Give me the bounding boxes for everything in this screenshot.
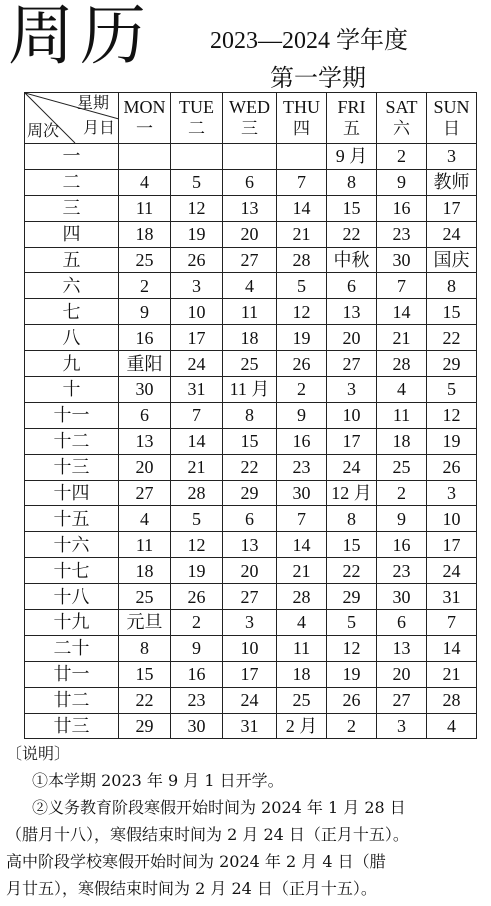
day-cell: 17 [171,325,223,351]
day-cell: 22 [327,558,377,584]
day-header-thu: THU 四 [277,93,327,144]
week-row [25,610,477,636]
day-cell: 重阳 [119,351,171,377]
day-cell: 14 [377,299,427,325]
day-cell: 29 [223,480,277,506]
day-cell: 16 [377,195,427,221]
day-cell: 19 [171,558,223,584]
day-cell: 29 [327,584,377,610]
day-cell: 23 [277,454,327,480]
day-cell: 11 月 [223,377,277,403]
day-cell: 23 [377,221,427,247]
day-cell: 26 [171,247,223,273]
day-cell: 16 [277,428,327,454]
day-cell: 17 [327,428,377,454]
day-cell: 4 [119,169,171,195]
day-cell: 2 月 [277,713,327,739]
day-cell: 26 [277,351,327,377]
day-cell: 21 [277,221,327,247]
week-row [25,713,477,739]
day-cell: 21 [377,325,427,351]
week-number: 一 [25,144,119,170]
week-number: 十九 [25,610,119,636]
day-header-wed: WED 三 [223,93,277,144]
day-cell: 28 [171,480,223,506]
day-cell: 24 [223,687,277,713]
note-item-2-line-2: （腊月十八），寒假结束时间为 2 月 24 日（正月十五）。 [6,825,409,844]
day-cell: 7 [377,273,427,299]
page-title: 周历 [8,0,152,74]
day-cell: 27 [327,351,377,377]
day-cell: 6 [327,273,377,299]
week-number: 五 [25,247,119,273]
day-cell: 3 [377,713,427,739]
day-cell: 31 [427,584,477,610]
day-cell: 30 [171,713,223,739]
school-year: 2023—2024 学年度 [210,28,408,54]
day-cell: 16 [377,532,427,558]
day-cell: 29 [119,713,171,739]
day-cell: 17 [223,661,277,687]
day-cell: 5 [171,169,223,195]
day-cell [277,144,327,170]
day-cell: 9 [377,506,427,532]
day-cell [119,144,171,170]
week-row [25,480,477,506]
week-row [25,635,477,661]
day-cell: 21 [171,454,223,480]
week-number: 十八 [25,584,119,610]
day-cell: 27 [377,687,427,713]
day-cell: 15 [327,195,377,221]
day-cell: 7 [427,610,477,636]
week-row [25,402,477,428]
day-cell: 22 [427,325,477,351]
notes-heading: 〔说明〕 [6,744,71,763]
day-cell: 15 [223,428,277,454]
day-cell: 16 [119,325,171,351]
day-cell: 2 [277,377,327,403]
day-cell: 13 [377,635,427,661]
day-cell: 27 [223,247,277,273]
week-row [25,558,477,584]
corner-label-xingqi: 星期 [77,93,110,112]
day-cell: 17 [427,195,477,221]
day-cell: 3 [327,377,377,403]
day-cell: 9 [377,169,427,195]
day-cell: 20 [377,661,427,687]
day-cell: 24 [427,558,477,584]
day-cell: 元旦 [119,610,171,636]
day-cell: 12 [427,402,477,428]
day-cell: 21 [427,661,477,687]
day-cell: 5 [277,273,327,299]
day-cell: 11 [277,635,327,661]
day-cell: 21 [277,558,327,584]
term-label: 第一学期 [270,64,366,92]
day-cell: 2 [119,273,171,299]
day-cell: 13 [119,428,171,454]
week-number: 十六 [25,532,119,558]
day-cell: 30 [377,584,427,610]
week-row [25,454,477,480]
day-cell: 5 [427,377,477,403]
day-cell: 28 [277,584,327,610]
week-row [25,377,477,403]
day-cell: 16 [171,661,223,687]
day-cell: 20 [223,558,277,584]
day-cell: 10 [327,402,377,428]
day-cell: 7 [277,169,327,195]
day-cell: 14 [427,635,477,661]
week-number: 廿二 [25,687,119,713]
day-cell: 11 [377,402,427,428]
day-cell: 26 [327,687,377,713]
day-cell: 4 [119,506,171,532]
week-row [25,195,477,221]
week-number: 四 [25,221,119,247]
day-cell: 25 [277,687,327,713]
calendar-body [25,144,477,739]
day-header-sun: SUN 日 [427,93,477,144]
day-cell: 中秋 [327,247,377,273]
week-row [25,351,477,377]
day-cell: 12 [277,299,327,325]
day-cell: 20 [119,454,171,480]
day-cell: 10 [171,299,223,325]
day-cell: 9 [119,299,171,325]
day-cell: 10 [427,506,477,532]
day-cell: 9 [277,402,327,428]
day-cell: 8 [327,506,377,532]
day-cell: 4 [277,610,327,636]
day-cell: 14 [277,532,327,558]
day-cell: 24 [171,351,223,377]
day-cell: 31 [223,713,277,739]
day-cell: 7 [171,402,223,428]
week-number: 十一 [25,402,119,428]
day-cell: 20 [223,221,277,247]
day-cell: 8 [427,273,477,299]
note-item-2-line-3: 高中阶段学校寒假开始时间为 2024 年 2 月 4 日（腊 [6,852,386,871]
day-cell: 10 [223,635,277,661]
week-number: 九 [25,351,119,377]
week-number: 十 [25,377,119,403]
day-cell: 4 [223,273,277,299]
week-number: 十七 [25,558,119,584]
weekly-calendar-table [24,92,477,739]
week-row [25,247,477,273]
day-cell: 15 [119,661,171,687]
day-cell: 3 [427,144,477,170]
day-cell: 3 [427,480,477,506]
day-cell: 2 [327,713,377,739]
week-number: 七 [25,299,119,325]
corner-cell [25,93,119,144]
day-cell: 4 [377,377,427,403]
week-row [25,299,477,325]
week-row [25,532,477,558]
week-number: 十三 [25,454,119,480]
day-cell: 19 [327,661,377,687]
day-header-sat: SAT 六 [377,93,427,144]
day-cell: 2 [377,144,427,170]
day-cell: 26 [427,454,477,480]
day-cell: 12 [171,195,223,221]
note-item-1: ①本学期 2023 年 9 月 1 日开学。 [32,771,284,790]
week-row [25,325,477,351]
week-row [25,144,477,170]
week-row [25,221,477,247]
day-header-tue: TUE 二 [171,93,223,144]
day-cell: 国庆 [427,247,477,273]
day-cell: 9 月 [327,144,377,170]
day-cell: 18 [119,221,171,247]
week-number: 八 [25,325,119,351]
day-cell: 25 [377,454,427,480]
day-cell: 31 [171,377,223,403]
day-cell: 15 [327,532,377,558]
corner-label-yueri: 月日 [83,118,116,137]
week-row [25,273,477,299]
day-cell: 5 [171,506,223,532]
day-cell: 19 [427,428,477,454]
week-number: 三 [25,195,119,221]
day-cell: 23 [377,558,427,584]
day-cell: 11 [223,299,277,325]
day-cell: 30 [119,377,171,403]
day-cell: 28 [277,247,327,273]
day-cell: 3 [171,273,223,299]
day-cell: 24 [427,221,477,247]
header-row [25,93,477,144]
week-row [25,506,477,532]
day-cell: 18 [119,558,171,584]
day-cell: 25 [119,584,171,610]
week-number: 十五 [25,506,119,532]
day-cell: 6 [377,610,427,636]
day-cell: 3 [223,610,277,636]
day-cell: 19 [277,325,327,351]
day-cell: 30 [377,247,427,273]
day-cell: 11 [119,195,171,221]
day-cell: 25 [223,351,277,377]
day-cell: 13 [327,299,377,325]
week-number: 十二 [25,428,119,454]
day-cell: 7 [277,506,327,532]
day-cell: 教师 [427,169,477,195]
corner-label-zhouci: 周次 [27,121,60,140]
note-item-2-line-1: ②义务教育阶段寒假开始时间为 2024 年 1 月 28 日 [32,798,406,817]
day-cell: 14 [171,428,223,454]
day-cell [223,144,277,170]
day-cell: 12 月 [327,480,377,506]
day-header-fri: FRI 五 [327,93,377,144]
week-row [25,428,477,454]
day-cell: 18 [223,325,277,351]
day-cell: 27 [223,584,277,610]
day-cell: 11 [119,532,171,558]
day-cell: 18 [277,661,327,687]
day-cell: 8 [223,402,277,428]
day-cell: 26 [171,584,223,610]
day-cell: 2 [377,480,427,506]
day-cell: 14 [277,195,327,221]
day-cell: 22 [327,221,377,247]
day-cell [171,144,223,170]
day-cell: 27 [119,480,171,506]
day-cell: 6 [223,506,277,532]
day-cell: 17 [427,532,477,558]
day-cell: 13 [223,195,277,221]
day-cell: 8 [327,169,377,195]
day-cell: 6 [119,402,171,428]
day-cell: 9 [171,635,223,661]
day-cell: 25 [119,247,171,273]
day-cell: 13 [223,532,277,558]
week-number: 二 [25,169,119,195]
day-cell: 23 [171,687,223,713]
day-cell: 28 [377,351,427,377]
day-cell: 15 [427,299,477,325]
week-row [25,169,477,195]
week-row [25,687,477,713]
day-cell: 12 [171,532,223,558]
day-cell: 28 [427,687,477,713]
week-number: 二十 [25,635,119,661]
day-cell: 29 [427,351,477,377]
day-cell: 18 [377,428,427,454]
note-item-2-line-4: 月廿五），寒假结束时间为 2 月 24 日（正月十五）。 [6,879,377,898]
day-cell: 20 [327,325,377,351]
week-row [25,661,477,687]
day-cell: 2 [171,610,223,636]
week-number: 六 [25,273,119,299]
day-cell: 4 [427,713,477,739]
day-cell: 8 [119,635,171,661]
day-header-mon: MON 一 [119,93,171,144]
notes-section [6,740,484,902]
week-row [25,584,477,610]
week-number: 廿三 [25,713,119,739]
day-cell: 22 [223,454,277,480]
day-cell: 22 [119,687,171,713]
day-cell: 5 [327,610,377,636]
day-cell: 19 [171,221,223,247]
day-cell: 6 [223,169,277,195]
day-cell: 30 [277,480,327,506]
week-number: 廿一 [25,661,119,687]
day-cell: 24 [327,454,377,480]
day-cell: 12 [327,635,377,661]
week-number: 十四 [25,480,119,506]
